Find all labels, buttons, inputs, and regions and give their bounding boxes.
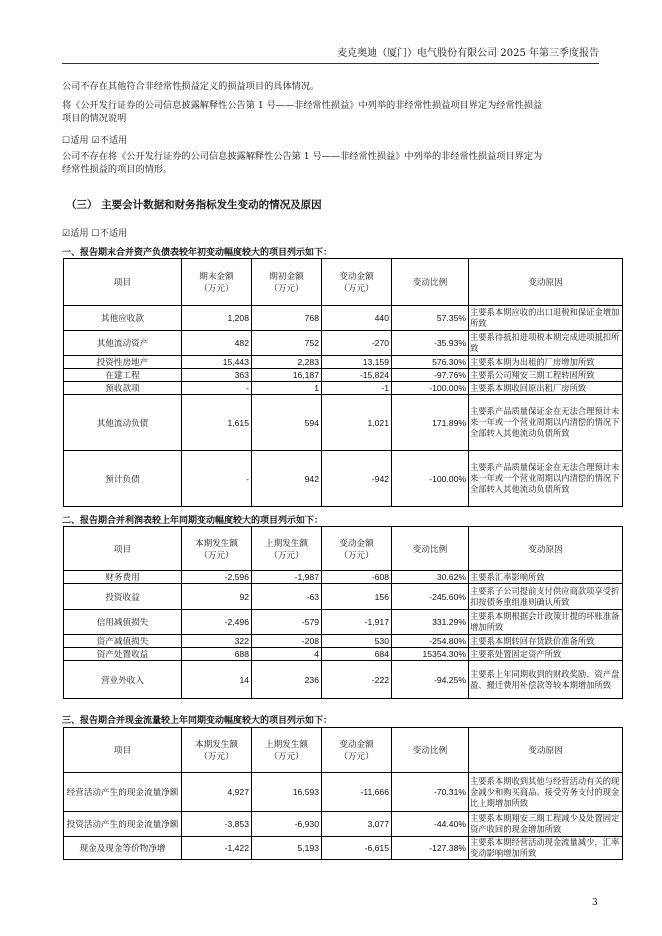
- header-item: 项目: [64, 259, 182, 306]
- row-value-a: -: [182, 451, 252, 507]
- row-value-a: 15,443: [182, 356, 252, 369]
- row-value-a: 482: [182, 331, 252, 356]
- header-col2: 期初金额 （万元）: [252, 259, 322, 306]
- row-value-c: -6,615: [322, 837, 392, 860]
- row-ratio: -127.38%: [392, 837, 469, 860]
- header-col2: 上期发生额 （万元）: [252, 728, 322, 773]
- row-value-c: 1,021: [322, 395, 392, 451]
- header-reason: 变动原因: [469, 728, 623, 773]
- row-ratio: -245.60%: [392, 584, 469, 610]
- row-value-c: 684: [322, 648, 392, 661]
- row-reason: 主要系上年同期收到的财政奖励、资产盘盈、搬迁费用补偿款等较本期增加所致: [469, 661, 623, 699]
- row-item: 信用减值损失: [64, 610, 182, 635]
- table-row: [64, 837, 623, 860]
- table1-title: 一、报告期末合并资产负债表较年初变动幅度较大的项目列示如下：: [62, 248, 333, 258]
- row-reason: 主要系产品质量保证金在无法合理预计未来一年或一个营业周期以内清偿的情况下全部转入其他流动负债所致: [469, 395, 623, 451]
- row-item: 预收款项: [64, 382, 182, 395]
- row-value-a: -3,853: [182, 812, 252, 837]
- row-ratio: 15354.30%: [392, 648, 469, 661]
- row-value-b: 236: [252, 661, 322, 699]
- row-value-c: -1: [322, 382, 392, 395]
- table-row: [64, 331, 623, 356]
- row-value-a: -2,496: [182, 610, 252, 635]
- table-row: [64, 635, 623, 648]
- row-value-a: 322: [182, 635, 252, 648]
- row-reason: 主要系本期根据会计政策计提的坏账准备增加所致: [469, 610, 623, 635]
- row-value-c: 13,159: [322, 356, 392, 369]
- row-value-c: 3,077: [322, 812, 392, 837]
- row-item: 在建工程: [64, 369, 182, 382]
- row-item: 资产减值损失: [64, 635, 182, 648]
- row-value-a: 363: [182, 369, 252, 382]
- intro-paragraph-2-line-1: 将《公开发行证券的公司信息披露解释性公告第 1 号——非经常性损益》中列举的非经常性损益项目界定为经常性损益: [62, 100, 543, 111]
- header-ratio: 变动比例: [392, 728, 469, 773]
- row-value-c: -1,917: [322, 610, 392, 635]
- row-ratio: -35.93%: [392, 331, 469, 356]
- table-row: [64, 571, 623, 584]
- row-value-b: 2,283: [252, 356, 322, 369]
- table-row: [64, 584, 623, 610]
- row-ratio: -70.31%: [392, 773, 469, 812]
- table-row: [64, 773, 623, 812]
- table-row: [64, 395, 623, 451]
- row-value-b: 594: [252, 395, 322, 451]
- row-ratio: 30.62%: [392, 571, 469, 584]
- intro-paragraph-2-line-2: 项目的情况说明: [62, 113, 127, 124]
- row-ratio: 171.89%: [392, 395, 469, 451]
- intro-paragraph-1: 公司不存在其他符合非经常性损益定义的损益项目的具体情况。: [62, 81, 320, 92]
- table-row: [64, 451, 623, 507]
- row-item: 现金及现金等价物净增: [64, 837, 182, 860]
- header-col1: 本期发生额 （万元）: [182, 728, 252, 773]
- row-value-a: 92: [182, 584, 252, 610]
- row-ratio: -97.76%: [392, 369, 469, 382]
- row-reason: 主要系处置固定资产所致: [469, 648, 623, 661]
- table-row: [64, 369, 623, 382]
- table-row: [64, 648, 623, 661]
- row-item: 其他流动负债: [64, 395, 182, 451]
- row-value-a: -1,422: [182, 837, 252, 860]
- header-col3: 变动金额 （万元）: [322, 527, 392, 571]
- header-reason: 变动原因: [469, 527, 623, 571]
- header-item: 项目: [64, 527, 182, 571]
- row-item: 经营活动产生的现金流量净额: [64, 773, 182, 812]
- table-header-row: [64, 728, 623, 773]
- row-ratio: 331.29%: [392, 610, 469, 635]
- row-item: 其他应收款: [64, 306, 182, 331]
- row-value-c: -942: [322, 451, 392, 507]
- row-value-a: 14: [182, 661, 252, 699]
- row-reason: 主要系子公司提前支付供应商款项享受折扣按债务重组准则确认所致: [469, 584, 623, 610]
- row-value-b: 1: [252, 382, 322, 395]
- table-row: [64, 610, 623, 635]
- cash-flow-table: [63, 727, 623, 860]
- row-reason: 主要系本期收到其他与经营活动有关的现金减少和购买商品、接受劳务支付的现金比上期增加所致: [469, 773, 623, 812]
- table3-title: 三、报告期合并现金流量较上年同期变动幅度较大的项目列示如下：: [62, 716, 333, 726]
- row-item: 预计负债: [64, 451, 182, 507]
- row-item: 投资性房地产: [64, 356, 182, 369]
- row-value-b: -63: [252, 584, 322, 610]
- header-col2: 上期发生额 （万元）: [252, 527, 322, 571]
- table-header-row: [64, 259, 623, 306]
- row-item: 投资活动产生的现金流量净额: [64, 812, 182, 837]
- row-item: 财务费用: [64, 571, 182, 584]
- row-value-c: -222: [322, 661, 392, 699]
- header-col1: 期末金额 （万元）: [182, 259, 252, 306]
- row-reason: 主要系待抵扣进项税本期完成进项抵扣所致: [469, 331, 623, 356]
- row-value-b: -6,930: [252, 812, 322, 837]
- row-value-c: -11,666: [322, 773, 392, 812]
- row-ratio: -94.25%: [392, 661, 469, 699]
- income-statement-table: [63, 526, 623, 699]
- row-value-b: 752: [252, 331, 322, 356]
- row-reason: 主要系本期翔安三期工程减少及处置固定资产收回的现金增加所致: [469, 812, 623, 837]
- row-value-b: 942: [252, 451, 322, 507]
- row-value-b: -579: [252, 610, 322, 635]
- applicability-checkbox-2: ☑适用 ☐不适用: [62, 228, 128, 239]
- row-reason: 主要系本期经营活动现金流量减少，汇率变动影响增加所致: [469, 837, 623, 860]
- row-value-a: -: [182, 382, 252, 395]
- row-value-a: 688: [182, 648, 252, 661]
- header-col3: 变动金额 （万元）: [322, 259, 392, 306]
- table-row: [64, 356, 623, 369]
- row-ratio: 57.35%: [392, 306, 469, 331]
- row-value-b: 5,193: [252, 837, 322, 860]
- row-reason: 主要系本期为出租的厂房增加所致: [469, 356, 623, 369]
- row-item: 其他流动资产: [64, 331, 182, 356]
- section-title: （三） 主要会计数据和财务指标发生变动的情况及原因: [66, 199, 322, 211]
- intro-paragraph-3-line-2: 经常性损益的项目的情形。: [62, 164, 173, 175]
- row-value-b: 16,187: [252, 369, 322, 382]
- row-ratio: -100.00%: [392, 382, 469, 395]
- page-header: 麦克奥迪（厦门）电气股份有限公司 2025 年第三季度报告: [62, 44, 599, 64]
- row-value-b: 4: [252, 648, 322, 661]
- row-value-b: 768: [252, 306, 322, 331]
- row-value-c: 156: [322, 584, 392, 610]
- header-ratio: 变动比例: [392, 259, 469, 306]
- row-value-c: -15,824: [322, 369, 392, 382]
- table-header-row: [64, 527, 623, 571]
- row-value-a: 4,927: [182, 773, 252, 812]
- table2-title: 二、报告期合并利润表较上年同期变动幅度较大的项目列示如下：: [62, 516, 324, 526]
- header-col3: 变动金额 （万元）: [322, 728, 392, 773]
- row-value-c: -270: [322, 331, 392, 356]
- header-reason: 变动原因: [469, 259, 623, 306]
- row-reason: 主要系汇率影响所致: [469, 571, 623, 584]
- row-value-b: -1,987: [252, 571, 322, 584]
- table-row: [64, 306, 623, 331]
- row-item: 资产处置收益: [64, 648, 182, 661]
- row-item: 营业外收入: [64, 661, 182, 699]
- row-value-c: 440: [322, 306, 392, 331]
- row-item: 投资收益: [64, 584, 182, 610]
- row-value-b: -208: [252, 635, 322, 648]
- row-value-c: 530: [322, 635, 392, 648]
- table-row: [64, 382, 623, 395]
- header-item: 项目: [64, 728, 182, 773]
- row-ratio: -100.00%: [392, 451, 469, 507]
- row-reason: 主要系本期应收的出口退税和保证金增加所致: [469, 306, 623, 331]
- row-value-a: 1,615: [182, 395, 252, 451]
- row-value-c: -608: [322, 571, 392, 584]
- table-row: [64, 661, 623, 699]
- row-ratio: -254.80%: [392, 635, 469, 648]
- page-number: 3: [592, 898, 598, 908]
- row-reason: 主要系本期收回原出租厂房所致: [469, 382, 623, 395]
- row-value-b: 16,593: [252, 773, 322, 812]
- row-ratio: 576.30%: [392, 356, 469, 369]
- applicability-checkbox-1: ☐适用 ☑不适用: [62, 135, 128, 146]
- row-reason: 主要系公司翔安三期工程转固所致: [469, 369, 623, 382]
- intro-paragraph-3-line-1: 公司不存在将《公开发行证券的公司信息披露解释性公告第 1 号——非经常性损益》中列举的非经常性损益项目界定为: [62, 151, 543, 162]
- header-ratio: 变动比例: [392, 527, 469, 571]
- table-row: [64, 812, 623, 837]
- row-reason: 主要系本期转回存货跌价准备所致: [469, 635, 623, 648]
- balance-sheet-table: [63, 258, 623, 507]
- header-col1: 本期发生额 （万元）: [182, 527, 252, 571]
- row-value-a: -2,596: [182, 571, 252, 584]
- row-ratio: -44.40%: [392, 812, 469, 837]
- row-value-a: 1,208: [182, 306, 252, 331]
- row-reason: 主要系产品质量保证金在无法合理预计未来一年或一个营业周期以内清偿的情况下全部转入其他流动负债所致: [469, 451, 623, 507]
